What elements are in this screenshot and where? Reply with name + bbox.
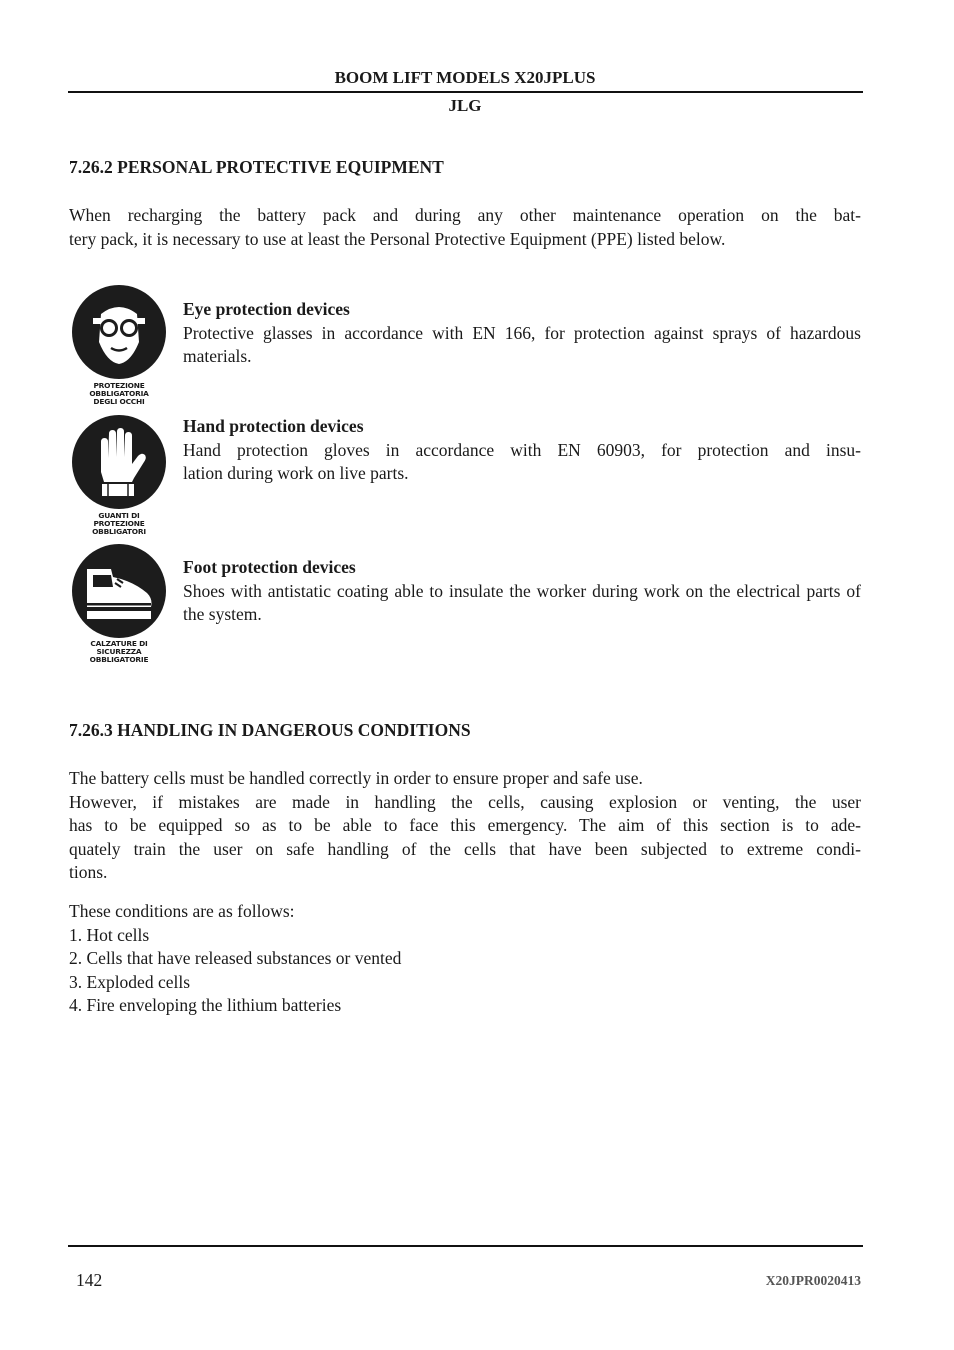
goggles-icon	[71, 284, 167, 380]
handling-para-2-line-3: quately train the user on safe handling of the cells that have been subjected to extreme condi-	[69, 838, 861, 859]
ppe-intro-line-1: When recharging the battery pack and during any other maintenance operation on the bat-	[69, 205, 861, 225]
header-title: BOOM LIFT MODELS X20JPLUS	[334, 68, 596, 87]
glove-icon	[71, 414, 167, 510]
caption-line: DEGLI OCCHI	[93, 397, 145, 406]
conditions-intro: These conditions are as follows:	[69, 901, 295, 921]
section-heading-handling: 7.26.3 HANDLING IN DANGEROUS CONDITIONS	[69, 720, 471, 740]
ppe-intro	[69, 204, 861, 251]
ppe-hand-title: Hand protection devices	[183, 416, 364, 436]
page-number: 142	[76, 1270, 103, 1290]
handling-para-2-line-4: tions.	[69, 862, 108, 882]
header-divider	[68, 91, 863, 93]
ppe-eye-text: Protective glasses in accordance with EN 166, for protection against sprays of hazardous materials.	[183, 322, 861, 366]
ppe-foot-title: Foot protection devices	[183, 557, 356, 577]
caption-line: PROTEZIONE	[93, 381, 145, 390]
ppe-foot-description	[183, 556, 861, 627]
caption-line: PROTEZIONE	[93, 519, 145, 528]
document-code: X20JPR0020413	[765, 1273, 861, 1288]
caption-line: CALZATURE DI	[90, 639, 148, 648]
list-item: 3. Exploded cells	[69, 971, 191, 992]
ppe-eye-description	[183, 298, 861, 369]
safety-shoe-icon	[71, 543, 167, 639]
ppe-foot-text: Shoes with antistatic coating able to insulate the worker during work on the electrical parts of the system.	[183, 580, 861, 624]
ppe-eye-title: Eye protection devices	[183, 299, 350, 319]
ppe-intro-line-2: tery pack, it is necessary to use at least the Personal Protective Equipment (PPE) listed below.	[69, 228, 726, 249]
handling-para-2-line-1: However, if mistakes are made in handling the cells, causing explosion or venting, the user	[69, 791, 861, 812]
ppe-foot-sign	[71, 543, 167, 664]
caption-line: OBBLIGATORI	[92, 527, 146, 536]
handling-para-2-line-2: has to be equipped so as to be able to face this emergency. The aim of this section is to ade-	[69, 815, 861, 835]
ppe-hand-text-line-1: Hand protection gloves in accordance with EN 60903, for protection and insu-	[183, 439, 861, 460]
ppe-foot-caption	[71, 640, 167, 664]
ppe-hand-description	[183, 415, 861, 486]
ppe-hand-text-line-2: lation during work on live parts.	[183, 463, 409, 483]
handling-body	[69, 767, 861, 885]
conditions-list	[69, 900, 401, 1018]
caption-line: SICUREZZA	[96, 647, 142, 656]
list-item: 2. Cells that have released substances or vented	[69, 948, 402, 968]
list-item: 1. Hot cells	[69, 924, 150, 945]
caption-line: OBBLIGATORIE	[89, 655, 149, 664]
caption-line: GUANTI DI	[98, 511, 140, 520]
ppe-eye-sign	[71, 284, 167, 406]
ppe-hand-caption	[71, 512, 167, 536]
list-item: 4. Fire enveloping the lithium batteries	[69, 995, 342, 1015]
section-heading-ppe: 7.26.2 PERSONAL PROTECTIVE EQUIPMENT	[69, 157, 444, 177]
caption-line: OBBLIGATORIA	[89, 389, 149, 398]
footer-divider	[68, 1245, 863, 1247]
ppe-hand-sign	[71, 414, 167, 536]
ppe-eye-caption	[71, 382, 167, 406]
handling-para-1: The battery cells must be handled correctly in order to ensure proper and safe use.	[69, 768, 643, 788]
header-brand: JLG	[448, 96, 482, 115]
